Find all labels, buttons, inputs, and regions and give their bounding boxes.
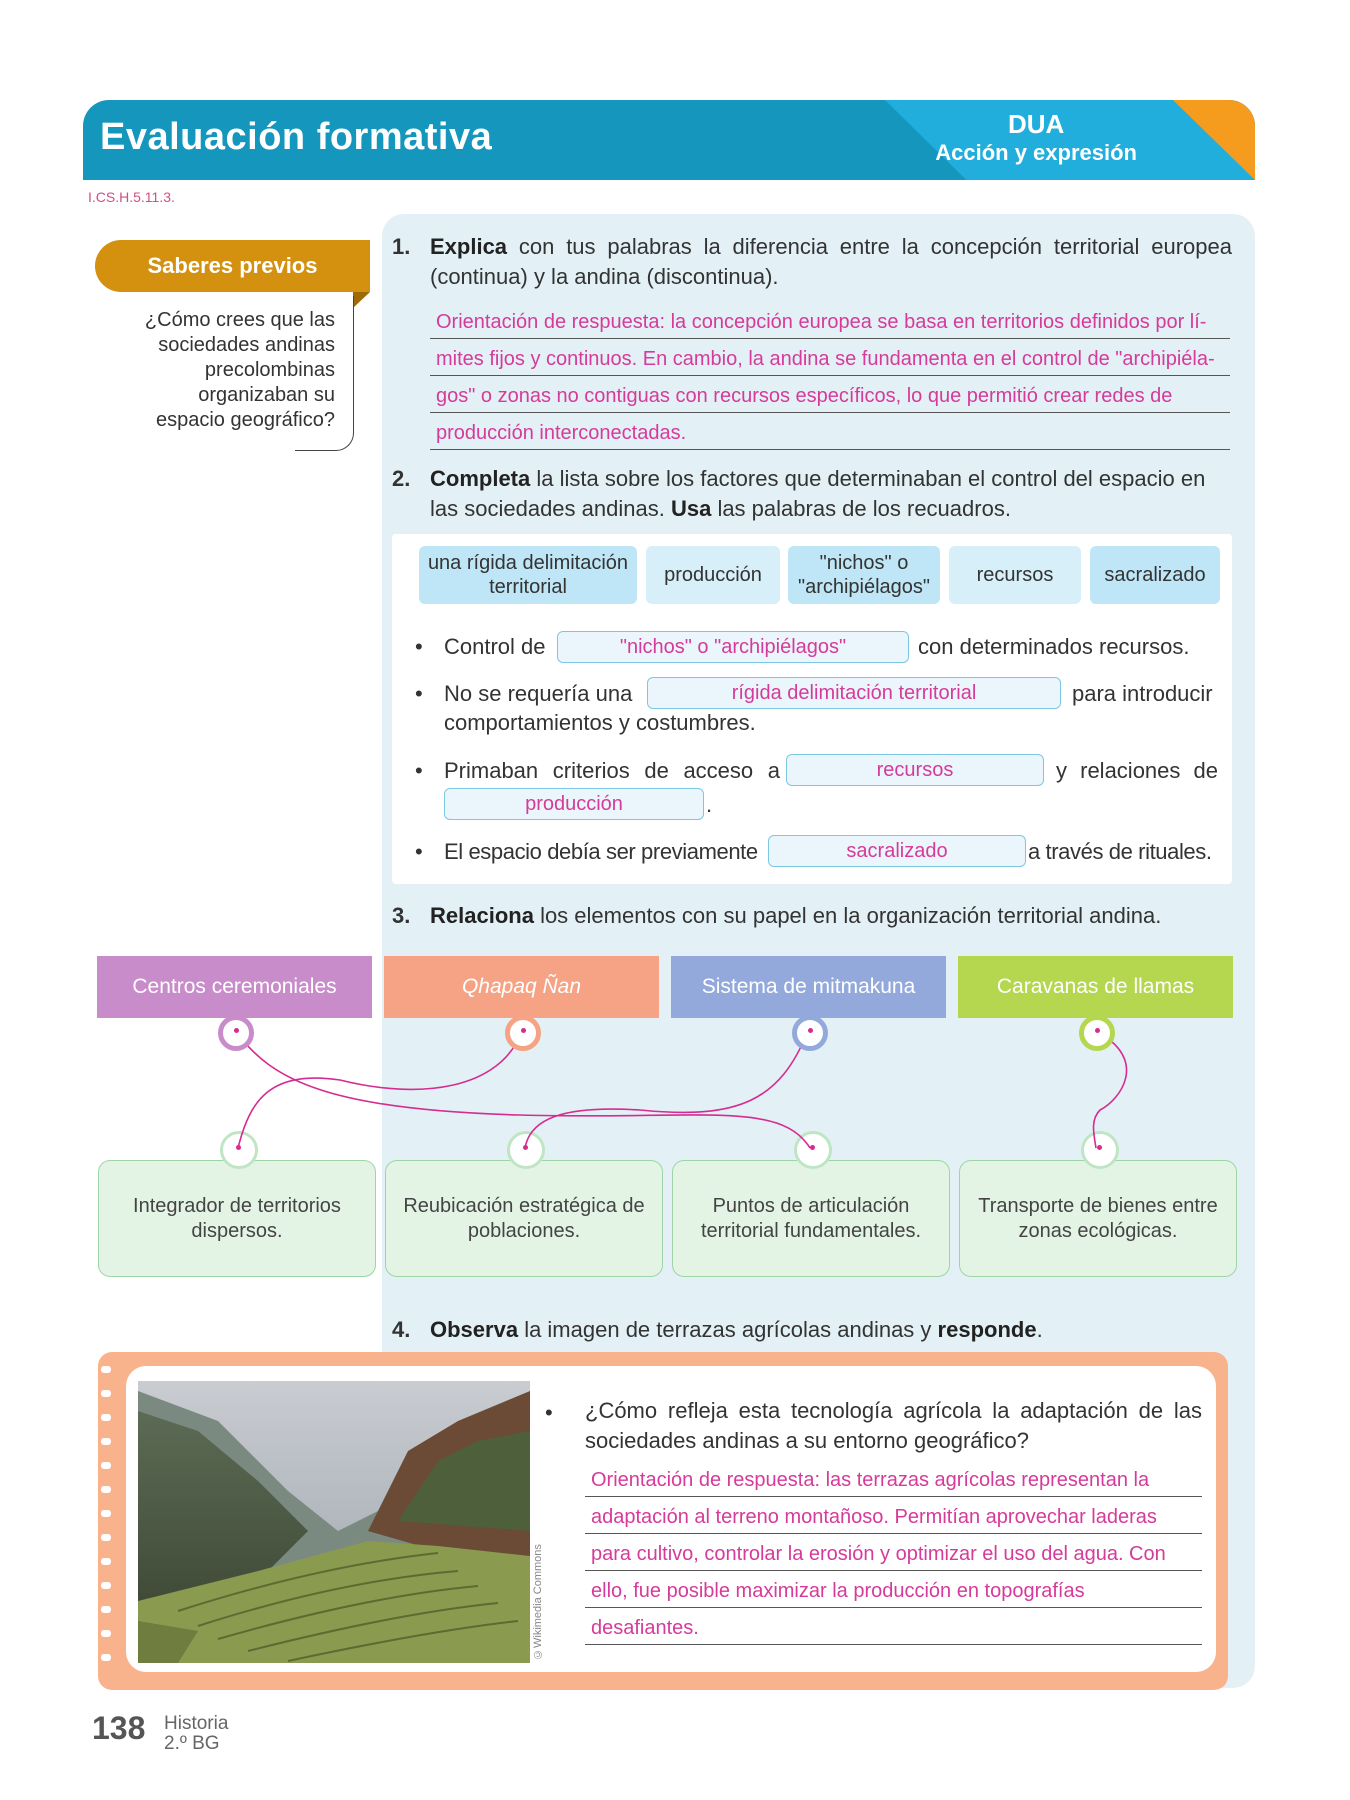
page-number: 138	[92, 1710, 146, 1746]
q4-verb: Observa	[430, 1317, 519, 1342]
q1-number: 1.	[392, 234, 411, 259]
category-mitmakuna: Sistema de mitmakuna	[671, 956, 946, 1018]
b3-fill[interactable]: recursos	[786, 754, 1044, 786]
subject-name: Historia	[164, 1713, 229, 1734]
match-dot	[236, 1145, 241, 1150]
q1-answer-line[interactable]: Orientación de respuesta: la concepción europea se basa en territorios definidos por lí-	[430, 302, 1230, 339]
q4-answer-line[interactable]: ello, fue posible maximizar la producción en topografías	[585, 1571, 1202, 1608]
q1-verb: Explica	[430, 234, 508, 259]
b3-pre: Primaban criterios de acceso a	[444, 758, 780, 783]
bullet-dot: •	[415, 839, 423, 864]
word-chip: sacralizado	[1090, 546, 1220, 604]
footer-subject	[164, 1714, 228, 1754]
word-chip: producción	[646, 546, 780, 604]
b2-line2: comportamientos y costumbres.	[444, 710, 756, 735]
q4-answer-line[interactable]: adaptación al terreno montañoso. Permitían aprovechar laderas	[585, 1497, 1202, 1534]
match-dot	[1097, 1145, 1102, 1150]
ring-mitmakuna[interactable]	[792, 1015, 828, 1051]
q4-text: la imagen de terrazas agrícolas andinas y	[524, 1317, 932, 1342]
b3-post: y relaciones de	[1056, 758, 1218, 783]
q1-text: con tus palabras la diferencia entre la concepción territorial europea (continua) y la andina (discontinua).	[430, 234, 1232, 289]
b4-post: a través de rituales.	[1028, 839, 1212, 864]
role-transporte: Transporte de bienes entre zonas ecológicas.	[959, 1160, 1237, 1277]
saberes-title: Saberes previos	[95, 240, 370, 292]
terraces-photo	[138, 1381, 530, 1663]
indicator-code: I.CS.H.5.11.3.	[88, 189, 175, 205]
q2-verb: Completa	[430, 466, 531, 491]
q4-end: .	[1036, 1317, 1043, 1342]
q1-answer-line[interactable]: producción interconectadas.	[430, 413, 1230, 450]
q4-answer-line[interactable]: Orientación de respuesta: las terrazas agrícolas representan la	[585, 1460, 1202, 1497]
saberes-question: ¿Cómo crees que las sociedades andinas precolombinas organizaban su espacio geográfico?	[144, 309, 335, 431]
bullet-dot: •	[415, 634, 423, 659]
b3-end: .	[706, 792, 713, 817]
q2-text2: las palabras de los recuadros.	[717, 496, 1011, 521]
image-credit: ©Wikimedia Commons	[532, 1544, 544, 1660]
q4-question: ¿Cómo refleja esta tecnología agrícola la adaptación de las sociedades andinas a su entorno geográfico?	[585, 1398, 1202, 1453]
bullet-dot: •	[415, 681, 423, 706]
b4-fill[interactable]: sacralizado	[768, 835, 1026, 867]
notebook-rings	[98, 1352, 114, 1690]
q4-verb2: responde	[937, 1317, 1037, 1342]
q1-answer-line[interactable]: mites fijos y continuos. En cambio, la andina se fundamenta en el control de "archipiéla-	[430, 339, 1230, 376]
b2-fill[interactable]: rígida delimitación territorial	[647, 677, 1061, 709]
match-dot	[810, 1145, 815, 1150]
word-chip: una rígida delimitación territorial	[419, 546, 637, 604]
match-line-mitmakuna-reubicacion	[525, 1031, 808, 1148]
match-dot	[234, 1028, 239, 1033]
match-dot	[521, 1028, 526, 1033]
dua-subtitle: Acción y expresión	[935, 140, 1137, 165]
role-reubicacion: Reubicación estratégica de poblaciones.	[385, 1160, 663, 1277]
b1-fill[interactable]: "nichos" o "archipiélagos"	[557, 631, 909, 663]
match-dot	[523, 1145, 528, 1150]
category-caravanas: Caravanas de llamas	[958, 956, 1233, 1018]
category-centros: Centros ceremoniales	[97, 956, 372, 1018]
b3-fill2[interactable]: producción	[444, 788, 704, 820]
role-puntos: Puntos de articulación territorial fundamentales.	[672, 1160, 950, 1277]
q4-answer-line[interactable]: para cultivo, controlar la erosión y optimizar el uso del agua. Con	[585, 1534, 1202, 1571]
q4-answer-line[interactable]: desafiantes.	[585, 1608, 1202, 1645]
q3-verb: Relaciona	[430, 903, 534, 928]
b2-post: para introducir	[1072, 681, 1213, 706]
b1-pre: Control de	[444, 634, 546, 659]
match-dot	[808, 1028, 813, 1033]
dua-label: DUA	[1007, 109, 1065, 139]
word-chip: "nichos" o "archipiélagos"	[788, 546, 940, 604]
q3-text: los elementos con su papel en la organización territorial andina.	[540, 903, 1162, 928]
question-4	[392, 1315, 1232, 1345]
q2-verb2: Usa	[670, 496, 712, 521]
ring-caravanas[interactable]	[1079, 1015, 1115, 1051]
q4-answer	[585, 1460, 1202, 1645]
b4-pre: El espacio debía ser previamente	[444, 839, 758, 864]
page-title: Evaluación formativa	[100, 116, 493, 158]
category-qhapaq: Qhapaq Ñan	[384, 956, 659, 1018]
q4-number: 4.	[392, 1317, 411, 1342]
q1-answer-line[interactable]: gos" o zonas no contiguas con recursos específicos, lo que permitió crear redes de	[430, 376, 1230, 413]
q3-number: 3.	[392, 903, 411, 928]
bullet-dot: •	[545, 1400, 553, 1425]
q2-number: 2.	[392, 466, 411, 491]
b1-post: con determinados recursos.	[918, 634, 1190, 659]
word-chip: recursos	[949, 546, 1081, 604]
ring-centros[interactable]	[218, 1015, 254, 1051]
q2-text: la lista sobre los factores que determinaban el control del espacio en las sociedades andinas.	[430, 466, 1206, 521]
role-integrador: Integrador de territorios dispersos.	[98, 1160, 376, 1277]
match-dot	[1095, 1028, 1100, 1033]
match-line-qhapaq-integrador	[238, 1031, 522, 1148]
b2-pre: No se requería una	[444, 681, 633, 706]
grade-label: 2.º BG	[164, 1733, 220, 1754]
bullet-dot: •	[415, 758, 423, 783]
ring-qhapaq[interactable]	[505, 1015, 541, 1051]
